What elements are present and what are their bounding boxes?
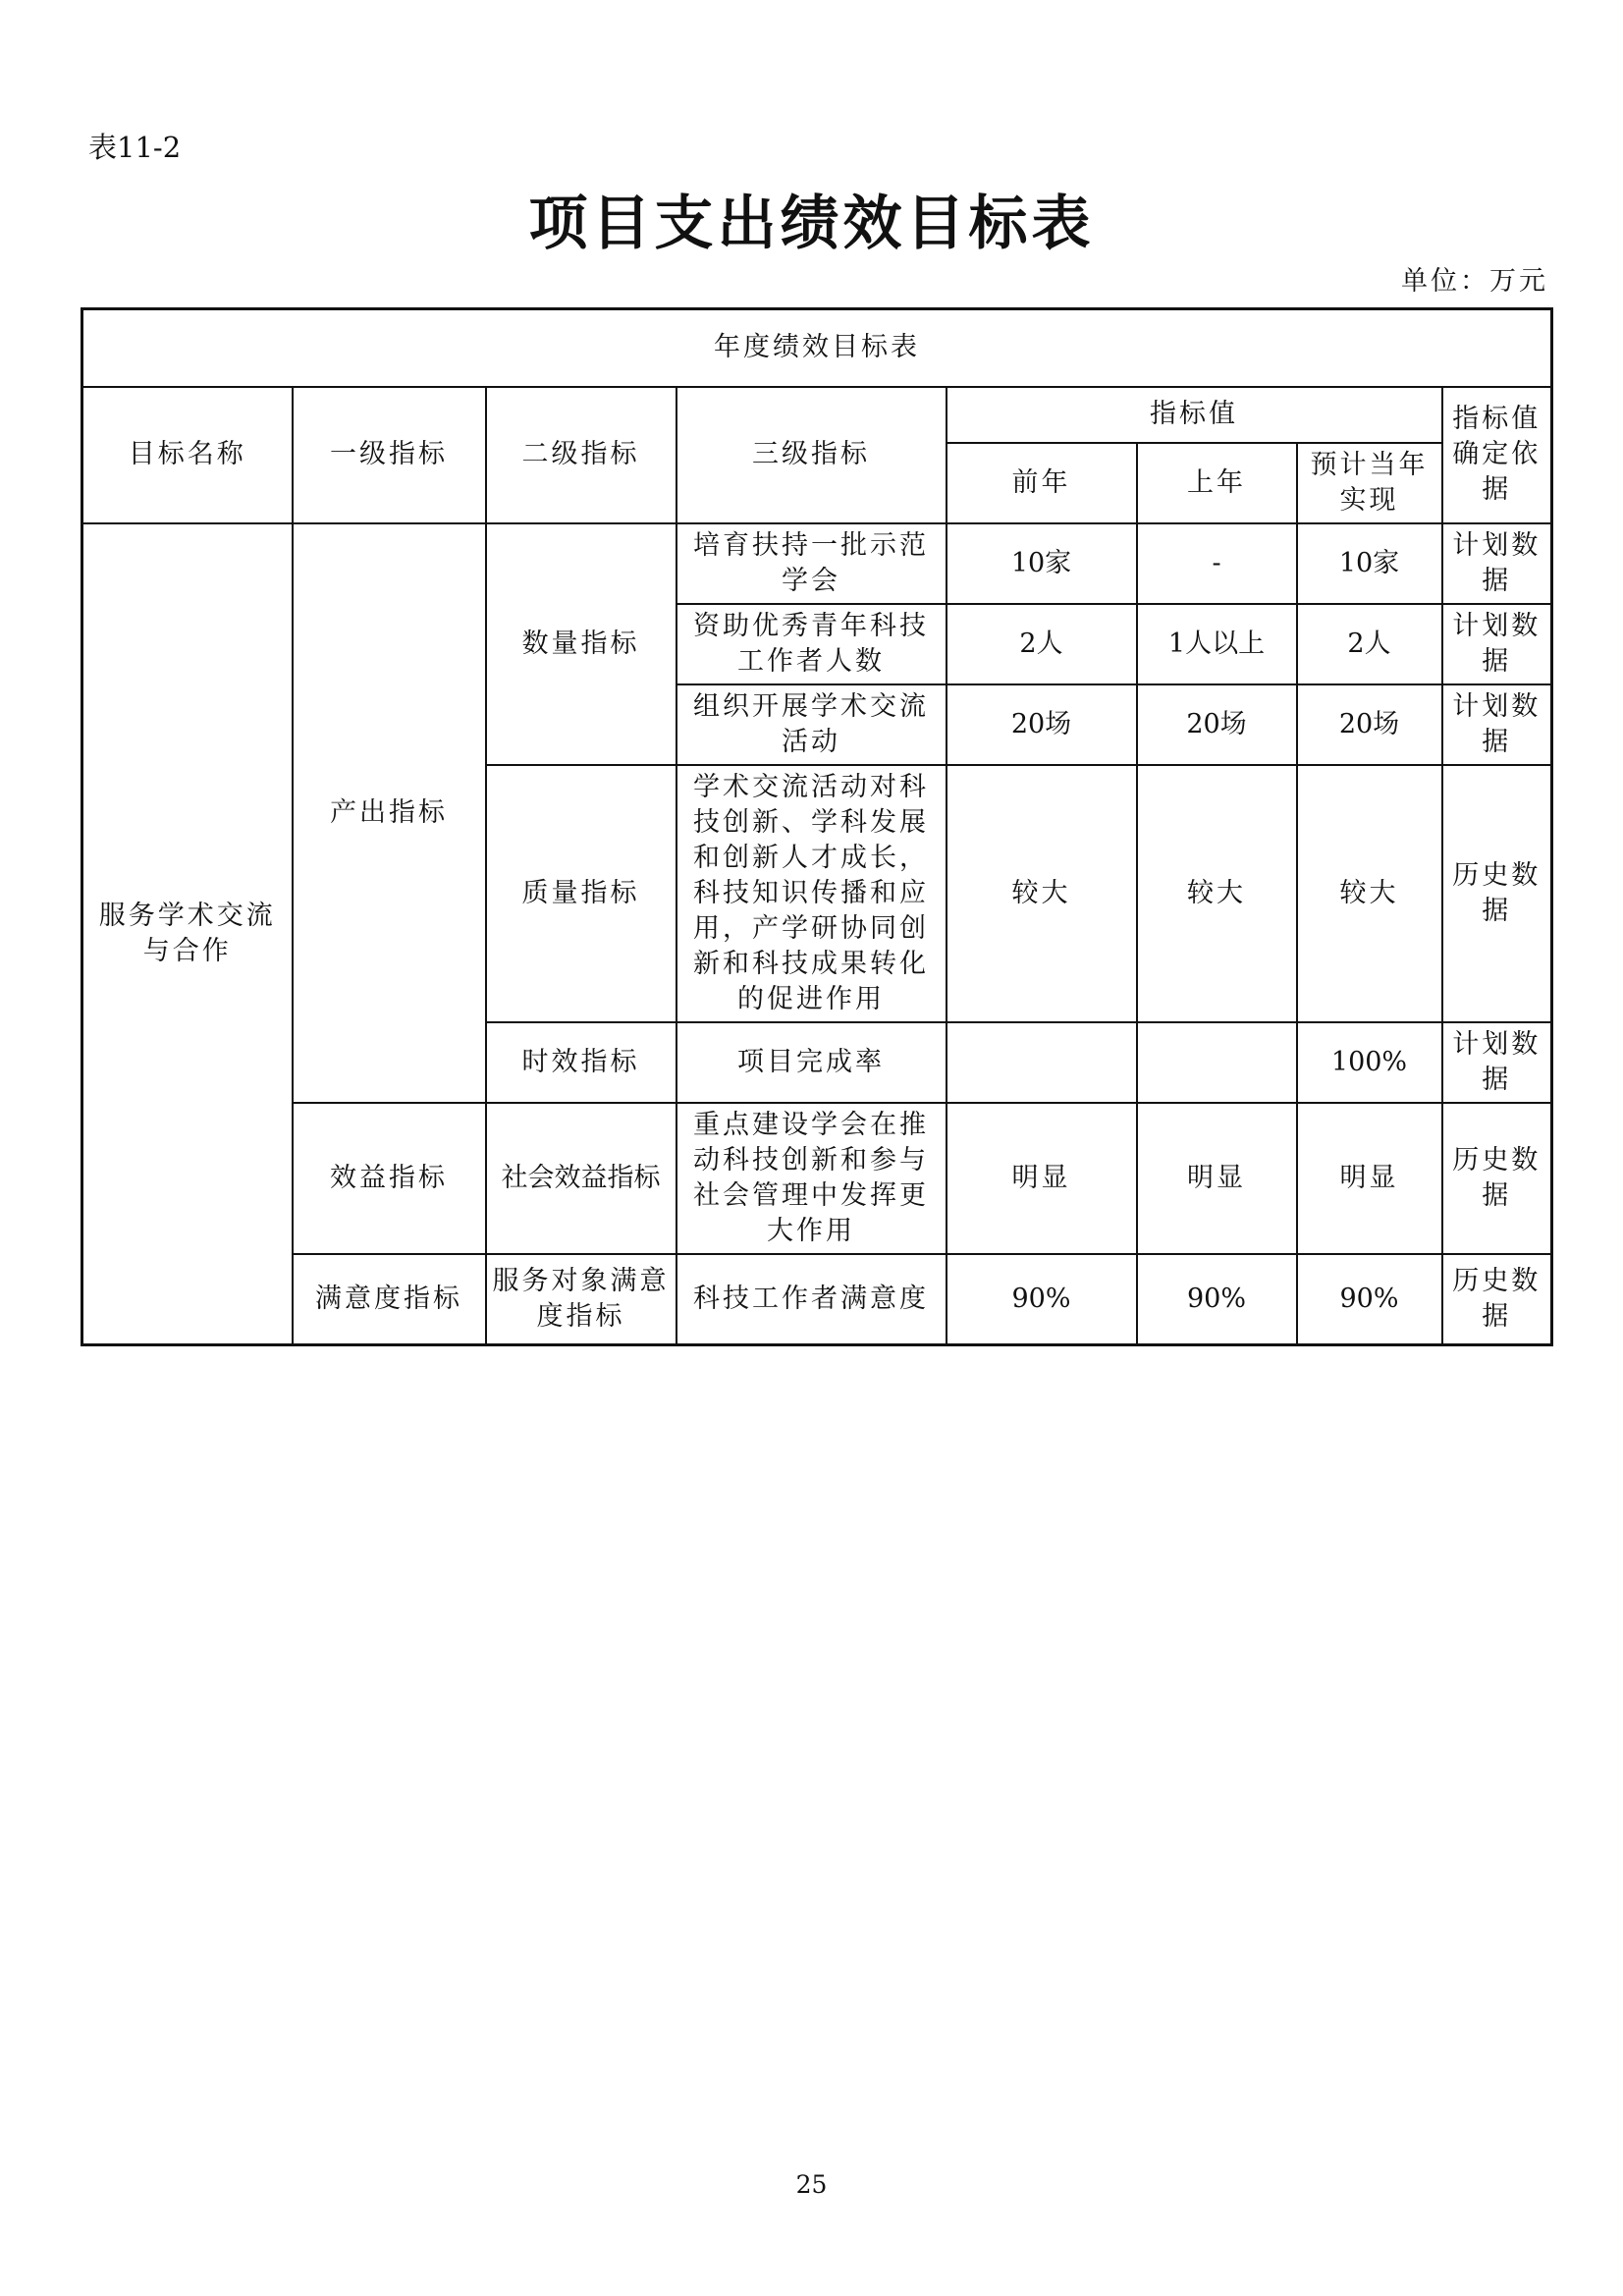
- value-basis: 历史数据: [1442, 765, 1552, 1022]
- level1-satisfaction: 满意度指标: [293, 1254, 486, 1345]
- level1-output: 产出指标: [293, 523, 486, 1103]
- unit-label: 单位：万元: [1401, 266, 1548, 297]
- level2-quality: 质量指标: [486, 765, 676, 1022]
- indicator-name: 组织开展学术交流活动: [676, 684, 947, 765]
- value-basis: 计划数据: [1442, 523, 1552, 604]
- value-last: 1人以上: [1137, 604, 1297, 684]
- value-last: 20场: [1137, 684, 1297, 765]
- indicator-name: 科技工作者满意度: [676, 1254, 947, 1345]
- indicator-name: 资助优秀青年科技工作者人数: [676, 604, 947, 684]
- indicator-name: 项目完成率: [676, 1022, 947, 1103]
- value-basis: 历史数据: [1442, 1254, 1552, 1345]
- indicator-name: 学术交流活动对科技创新、学科发展和创新人才成长，科技知识传播和应用，产学研协同创新和科技成果转化的促进作用: [676, 765, 947, 1022]
- performance-table: [81, 307, 1553, 1346]
- value-basis: 计划数据: [1442, 1022, 1552, 1103]
- value-last: [1137, 1022, 1297, 1103]
- page-number: 25: [795, 2170, 828, 2199]
- value-expected: 较大: [1297, 765, 1442, 1022]
- value-last: 较大: [1137, 765, 1297, 1022]
- level2-social: 社会效益指标: [486, 1103, 676, 1254]
- value-last: 明显: [1137, 1103, 1297, 1254]
- value-prev: 2人: [947, 604, 1137, 684]
- header-basis: 指标值确定依据: [1442, 387, 1552, 523]
- level2-quantity: 数量指标: [486, 523, 676, 765]
- value-last: 90%: [1137, 1254, 1297, 1345]
- header-level2: 二级指标: [486, 387, 676, 523]
- value-prev: 10家: [947, 523, 1137, 604]
- value-basis: 计划数据: [1442, 684, 1552, 765]
- goal-name: 服务学术交流与合作: [82, 523, 293, 1345]
- value-expected: 2人: [1297, 604, 1442, 684]
- value-expected: 10家: [1297, 523, 1442, 604]
- header-goal: 目标名称: [82, 387, 293, 523]
- header-prev-year: 前年: [947, 443, 1137, 523]
- level2-timeliness: 时效指标: [486, 1022, 676, 1103]
- value-expected: 20场: [1297, 684, 1442, 765]
- value-basis: 历史数据: [1442, 1103, 1552, 1254]
- value-prev: 较大: [947, 765, 1137, 1022]
- table-number: 表11-2: [88, 131, 182, 164]
- value-basis: 计划数据: [1442, 604, 1552, 684]
- table-caption: 年度绩效目标表: [82, 309, 1552, 387]
- value-expected: 明显: [1297, 1103, 1442, 1254]
- level1-benefit: 效益指标: [293, 1103, 486, 1254]
- value-expected: 100%: [1297, 1022, 1442, 1103]
- indicator-name: 重点建设学会在推动科技创新和参与社会管理中发挥更大作用: [676, 1103, 947, 1254]
- header-level3: 三级指标: [676, 387, 947, 523]
- header-expected: 预计当年实现: [1297, 443, 1442, 523]
- value-prev: 明显: [947, 1103, 1137, 1254]
- level2-service: 服务对象满意度指标: [486, 1254, 676, 1345]
- value-prev: [947, 1022, 1137, 1103]
- value-last: -: [1137, 523, 1297, 604]
- value-prev: 90%: [947, 1254, 1137, 1345]
- header-values: 指标值: [947, 387, 1442, 443]
- value-prev: 20场: [947, 684, 1137, 765]
- header-last-year: 上年: [1137, 443, 1297, 523]
- indicator-name: 培育扶持一批示范学会: [676, 523, 947, 604]
- page-title: 项目支出绩效目标表: [528, 190, 1095, 258]
- value-expected: 90%: [1297, 1254, 1442, 1345]
- header-level1: 一级指标: [293, 387, 486, 523]
